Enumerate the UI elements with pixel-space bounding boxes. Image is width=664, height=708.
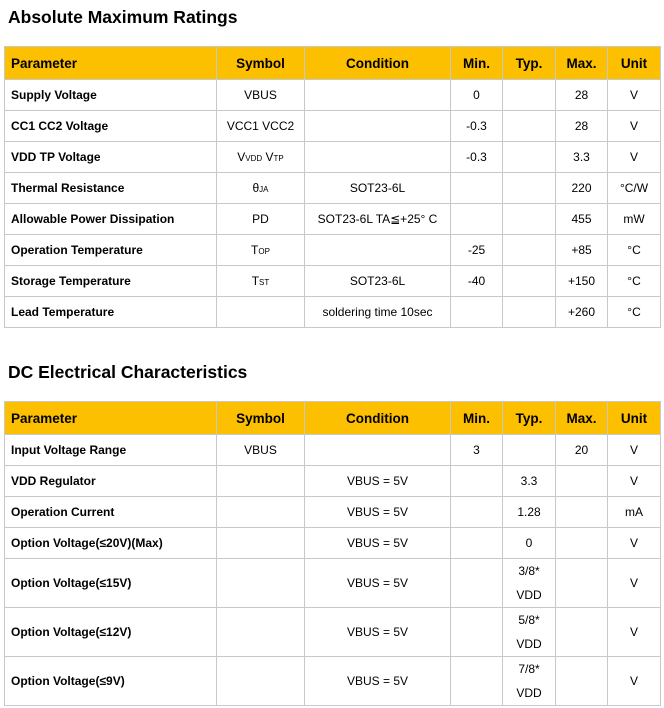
cell-max: 28 (556, 111, 608, 142)
cell-max (556, 559, 608, 608)
cell-max: +150 (556, 266, 608, 297)
cell-symbol (217, 142, 305, 173)
cell-unit: mA (608, 497, 661, 528)
cell-symbol (217, 235, 305, 266)
cell-parameter: Thermal Resistance (5, 173, 217, 204)
header-parameter: Parameter (5, 402, 217, 435)
cell-condition: VBUS = 5V (305, 559, 451, 608)
symbol-subscript: JA (259, 185, 269, 194)
cell-typ (503, 435, 556, 466)
cell-min (451, 608, 503, 657)
table-row (5, 559, 661, 608)
cell-typ (503, 111, 556, 142)
table-row (5, 204, 661, 235)
table-row (5, 235, 661, 266)
cell-symbol (217, 266, 305, 297)
section-title-absolute-maximum-ratings: Absolute Maximum Ratings (8, 7, 238, 27)
cell-unit: mW (608, 204, 661, 235)
cell-unit: °C (608, 266, 661, 297)
cell-parameter: Allowable Power Dissipation (5, 204, 217, 235)
typ-line-1: 7/8* (518, 662, 540, 676)
cell-parameter: VDD Regulator (5, 466, 217, 497)
cell-max (556, 657, 608, 706)
cell-min (451, 297, 503, 328)
cell-symbol (217, 559, 305, 608)
header-unit: Unit (608, 47, 661, 80)
symbol-subscript: ST (259, 278, 270, 287)
cell-unit: V (608, 608, 661, 657)
cell-typ (503, 297, 556, 328)
header-min: Min. (451, 402, 503, 435)
absolute-maximum-ratings-table (4, 46, 661, 328)
cell-condition: SOT23-6L (305, 173, 451, 204)
cell-parameter: Option Voltage(≤20V)(Max) (5, 528, 217, 559)
table-row (5, 608, 661, 657)
cell-parameter: Option Voltage(≤15V) (5, 559, 217, 608)
cell-min: 3 (451, 435, 503, 466)
cell-typ: 3.3 (503, 466, 556, 497)
cell-unit: V (608, 142, 661, 173)
cell-parameter: Storage Temperature (5, 266, 217, 297)
cell-unit: V (608, 528, 661, 559)
cell-symbol (217, 466, 305, 497)
cell-symbol (217, 528, 305, 559)
cell-min (451, 466, 503, 497)
cell-unit: V (608, 657, 661, 706)
typ-line-1: 5/8* (518, 613, 540, 627)
typ-line-2: VDD (516, 637, 542, 651)
header-parameter: Parameter (5, 47, 217, 80)
cell-parameter: Supply Voltage (5, 80, 217, 111)
cell-parameter: Input Voltage Range (5, 435, 217, 466)
cell-min: -0.3 (451, 111, 503, 142)
cell-max: 20 (556, 435, 608, 466)
cell-max: +260 (556, 297, 608, 328)
cell-parameter: VDD TP Voltage (5, 142, 217, 173)
cell-min (451, 204, 503, 235)
cell-typ (503, 142, 556, 173)
cell-max: 28 (556, 80, 608, 111)
symbol-subscript: VDD (245, 154, 263, 163)
cell-symbol: VBUS (217, 80, 305, 111)
cell-symbol: VBUS (217, 435, 305, 466)
cell-typ (503, 173, 556, 204)
table-row (5, 435, 661, 466)
symbol-subscript: OP (258, 247, 270, 256)
cell-min (451, 173, 503, 204)
symbol-subscript: TP (273, 154, 284, 163)
table-row (5, 497, 661, 528)
cell-max: 3.3 (556, 142, 608, 173)
cell-condition (305, 80, 451, 111)
cell-typ: 1.28 (503, 497, 556, 528)
table-row (5, 111, 661, 142)
cell-parameter: Option Voltage(≤9V) (5, 657, 217, 706)
cell-condition: VBUS = 5V (305, 608, 451, 657)
cell-min: -25 (451, 235, 503, 266)
header-max: Max. (556, 47, 608, 80)
cell-parameter: Option Voltage(≤12V) (5, 608, 217, 657)
cell-condition: soldering time 10sec (305, 297, 451, 328)
cell-typ: 0 (503, 528, 556, 559)
table-row (5, 266, 661, 297)
cell-condition: VBUS = 5V (305, 657, 451, 706)
cell-condition (305, 235, 451, 266)
cell-min (451, 657, 503, 706)
cell-typ (503, 657, 556, 706)
table-row (5, 528, 661, 559)
table-header-row (5, 47, 661, 80)
cell-condition: VBUS = 5V (305, 466, 451, 497)
cell-max: +85 (556, 235, 608, 266)
cell-parameter: Operation Temperature (5, 235, 217, 266)
cell-condition: SOT23-6L TA≦+25° C (305, 204, 451, 235)
cell-parameter: Operation Current (5, 497, 217, 528)
section-title-dc-electrical-characteristics: DC Electrical Characteristics (8, 362, 248, 382)
cell-min: -40 (451, 266, 503, 297)
header-condition: Condition (305, 402, 451, 435)
typ-line-1: 3/8* (518, 564, 540, 578)
symbol-main: V (237, 150, 246, 164)
dc-electrical-characteristics-table (4, 401, 661, 706)
table-row (5, 80, 661, 111)
cell-parameter: Lead Temperature (5, 297, 217, 328)
cell-min (451, 497, 503, 528)
cell-unit: °C (608, 297, 661, 328)
header-unit: Unit (608, 402, 661, 435)
cell-unit: °C (608, 235, 661, 266)
cell-min (451, 528, 503, 559)
cell-symbol (217, 657, 305, 706)
header-max: Max. (556, 402, 608, 435)
cell-condition: VBUS = 5V (305, 497, 451, 528)
cell-condition: VBUS = 5V (305, 528, 451, 559)
cell-parameter: CC1 CC2 Voltage (5, 111, 217, 142)
cell-unit: V (608, 111, 661, 142)
cell-symbol (217, 497, 305, 528)
cell-min: 0 (451, 80, 503, 111)
header-typ: Typ. (503, 47, 556, 80)
symbol-main: T (251, 274, 260, 288)
typ-line-2: VDD (516, 686, 542, 700)
symbol-main: V (262, 150, 274, 164)
symbol-main: θ (252, 181, 260, 195)
table-row (5, 466, 661, 497)
cell-max: 220 (556, 173, 608, 204)
typ-line-2: VDD (516, 588, 542, 602)
cell-condition (305, 142, 451, 173)
cell-unit: V (608, 80, 661, 111)
header-symbol: Symbol (217, 402, 305, 435)
table-row (5, 142, 661, 173)
cell-min (451, 559, 503, 608)
cell-max (556, 608, 608, 657)
cell-unit: °C/W (608, 173, 661, 204)
cell-unit: V (608, 466, 661, 497)
cell-max (556, 466, 608, 497)
cell-typ (503, 204, 556, 235)
cell-condition (305, 111, 451, 142)
symbol-main: T (251, 243, 259, 257)
cell-unit: V (608, 559, 661, 608)
cell-typ (503, 608, 556, 657)
table-row (5, 657, 661, 706)
cell-min: -0.3 (451, 142, 503, 173)
header-typ: Typ. (503, 402, 556, 435)
cell-unit: V (608, 435, 661, 466)
cell-typ (503, 266, 556, 297)
table-row (5, 173, 661, 204)
cell-symbol (217, 297, 305, 328)
cell-max (556, 528, 608, 559)
cell-typ (503, 235, 556, 266)
cell-condition: SOT23-6L (305, 266, 451, 297)
cell-symbol (217, 173, 305, 204)
header-min: Min. (451, 47, 503, 80)
cell-max: 455 (556, 204, 608, 235)
cell-symbol: PD (217, 204, 305, 235)
cell-condition (305, 435, 451, 466)
header-symbol: Symbol (217, 47, 305, 80)
table-header-row (5, 402, 661, 435)
cell-max (556, 497, 608, 528)
header-condition: Condition (305, 47, 451, 80)
cell-typ (503, 80, 556, 111)
table-row (5, 297, 661, 328)
cell-symbol: VCC1 VCC2 (217, 111, 305, 142)
cell-symbol (217, 608, 305, 657)
cell-typ (503, 559, 556, 608)
